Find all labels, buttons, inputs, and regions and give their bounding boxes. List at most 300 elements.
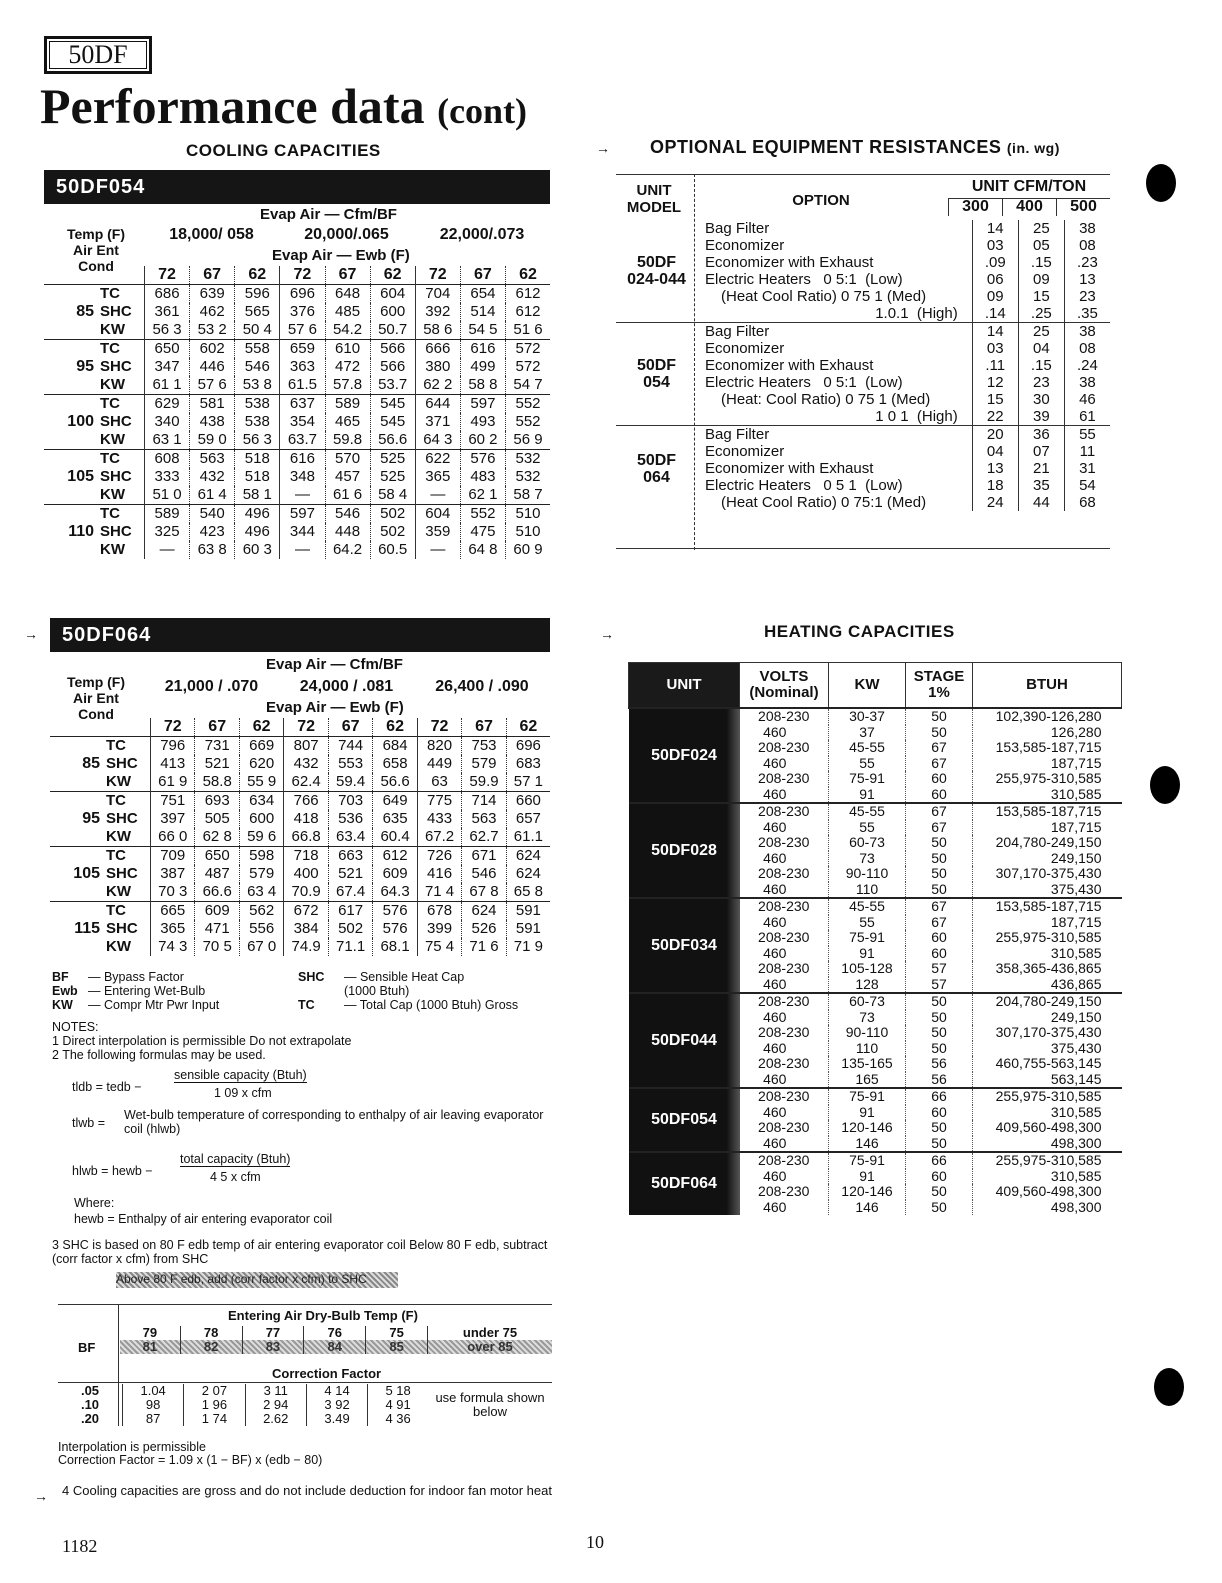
row-label: TC — [98, 285, 145, 304]
option-name: Bag Filter — [697, 426, 972, 444]
page-title — [40, 76, 527, 141]
heating-cell: 307,170-375,430 — [973, 1025, 1122, 1041]
table-row — [616, 426, 1110, 444]
value-cell: 333 — [145, 468, 190, 486]
value-cell: 60 9 — [506, 541, 551, 559]
heating-cell: 187,715 — [973, 756, 1122, 772]
table-row — [50, 737, 550, 756]
value-cell: 61 1 — [145, 376, 190, 395]
value-cell: 416 — [417, 865, 461, 883]
row-temp: 105 — [50, 847, 104, 902]
heating-cell: 90-110 — [829, 866, 906, 882]
value-cell: 51 6 — [506, 321, 551, 340]
value-cell: 66 0 — [151, 828, 195, 847]
value-cell: 66.8 — [284, 828, 328, 847]
value-cell: 596 — [235, 285, 280, 304]
factor-cell: 4 36 — [368, 1412, 428, 1426]
value-cell: 483 — [460, 468, 505, 486]
heating-cell: 67 — [906, 756, 973, 772]
heating-cell: 50 — [906, 866, 973, 882]
value-cell: 693 — [195, 792, 239, 811]
row-label: SHC — [100, 523, 132, 540]
value-cell: 665 — [151, 902, 195, 921]
value-cell: 546 — [462, 865, 506, 883]
legend-text: — Total Cap (1000 Btuh) Gross — [344, 998, 519, 1012]
value-cell: 660 — [506, 792, 550, 811]
value-cell: 54 7 — [506, 376, 551, 395]
value-cell: 666 — [415, 340, 460, 359]
value-cell: 62.4 — [284, 773, 328, 792]
value-cell: 446 — [190, 358, 235, 376]
value-cell: 57.8 — [325, 376, 370, 395]
heating-cell: 135-165 — [829, 1056, 906, 1072]
value-cell: 552 — [506, 413, 551, 431]
value-cell: 608 — [145, 450, 190, 469]
row-label: TC — [104, 792, 151, 811]
heating-cell: 563,145 — [973, 1072, 1122, 1089]
resistance-cell: 38 — [1064, 220, 1110, 237]
value-cell: 432 — [190, 468, 235, 486]
value-cell: 609 — [195, 902, 239, 921]
value-cell: 462 — [190, 303, 235, 321]
correction-header: Entering Air Dry-Bulb Temp (F) — [228, 1308, 418, 1323]
heating-cell: 460 — [763, 723, 787, 740]
heating-cell: 45-55 — [829, 803, 906, 820]
factor-cell: 5 18 — [368, 1384, 428, 1398]
heating-cell: 75-91 — [829, 1152, 906, 1169]
cfm-group: 21,000 / .070 — [164, 678, 259, 695]
resistance-cell: 11 — [1064, 443, 1110, 460]
value-cell: 54 5 — [460, 321, 505, 340]
value-cell: 58 1 — [235, 486, 280, 505]
formula-den: 4 5 x cfm — [210, 1170, 261, 1184]
resistance-cell: .23 — [1064, 254, 1110, 271]
value-cell: 597 — [460, 395, 505, 414]
value-cell: 62.7 — [462, 828, 506, 847]
heading-btuh: BTUH — [973, 663, 1122, 709]
row-temp: 95 — [44, 340, 98, 395]
resistance-cell: 46 — [1064, 391, 1110, 408]
row-temp: 95 — [50, 792, 104, 847]
unit-name: 50DF054 — [629, 1088, 740, 1152]
table-row — [44, 486, 550, 505]
value-cell: 514 — [460, 303, 505, 321]
formula-3 — [72, 1152, 372, 1186]
table-row — [50, 883, 550, 902]
table-row — [50, 902, 550, 921]
value-cell: 616 — [460, 340, 505, 359]
heating-cell: 460,755-563,145 — [973, 1056, 1122, 1072]
value-cell: 637 — [280, 395, 325, 414]
value-cell: 684 — [373, 737, 417, 756]
factor-cell: 1 74 — [184, 1412, 245, 1426]
value-cell: 59.9 — [462, 773, 506, 792]
value-cell: 807 — [284, 737, 328, 756]
value-cell: 359 — [415, 523, 460, 541]
value-cell: 696 — [506, 737, 550, 756]
value-cell: 433 — [417, 810, 461, 828]
value-cell: 669 — [239, 737, 283, 756]
formula-1 — [72, 1068, 372, 1102]
heating-cell: 56 — [906, 1072, 973, 1089]
heating-cell: 67 — [906, 740, 973, 756]
heating-cell: 460 — [763, 818, 787, 835]
value-cell: 472 — [325, 358, 370, 376]
value-cell: 340 — [145, 413, 190, 431]
dry-bulb-temp-alt: 81 — [120, 1340, 180, 1354]
table-row — [44, 450, 550, 469]
value-cell: 397 — [151, 810, 195, 828]
value-cell: 66.6 — [195, 883, 239, 902]
heating-cell: 208-230 — [758, 1183, 810, 1199]
heating-cell: 67 — [906, 898, 973, 915]
dry-bulb-temp-alt: 82 — [180, 1340, 242, 1354]
heating-cell: 249,150 — [973, 1010, 1122, 1026]
heating-cell: 60-73 — [829, 835, 906, 851]
value-cell: 744 — [328, 737, 372, 756]
notes-heading: NOTES: — [52, 1020, 99, 1034]
table-row — [616, 220, 1110, 237]
row-label: KW — [100, 541, 125, 558]
bf-label: BF — [78, 1340, 96, 1355]
value-cell: 579 — [239, 865, 283, 883]
heating-cell: 208-230 — [740, 993, 829, 1010]
unit-model: 50DF 024-044 — [627, 254, 686, 288]
value-cell: 347 — [145, 358, 190, 376]
value-cell: 423 — [190, 523, 235, 541]
heating-cell: 75-91 — [829, 1088, 906, 1105]
value-cell: 68.1 — [373, 938, 417, 956]
table-row — [44, 431, 550, 450]
heating-cell: 153,585-187,715 — [973, 898, 1122, 915]
value-cell: 62 2 — [415, 376, 460, 395]
value-cell: 496 — [235, 523, 280, 541]
wb-header: 72 — [280, 266, 325, 285]
resistance-cell: 12 — [972, 374, 1018, 391]
heating-cell: 208-230 — [758, 834, 810, 850]
value-cell: 634 — [239, 792, 283, 811]
factor-cell: 4 91 — [368, 1398, 428, 1412]
row-temp: 85 — [50, 737, 104, 792]
heating-cell: 60 — [906, 787, 973, 804]
option-name: Electric Heaters 0 5 1 (Low) — [705, 477, 903, 494]
value-cell: 71 6 — [462, 938, 506, 956]
value-cell: 60.5 — [370, 541, 415, 559]
value-cell: 532 — [506, 468, 551, 486]
heating-cell: 91 — [829, 1105, 906, 1121]
value-cell: 475 — [460, 523, 505, 541]
heating-cell: 255,975-310,585 — [973, 1152, 1122, 1169]
arrow-icon: → — [596, 140, 610, 156]
value-cell: 62 8 — [195, 828, 239, 847]
heating-cell: 208-230 — [758, 960, 810, 976]
heating-cell: 460 — [763, 913, 787, 930]
wb-header: 62 — [239, 718, 283, 737]
value-cell: 449 — [417, 755, 461, 773]
value-cell: 457 — [325, 468, 370, 486]
heating-cell: 50 — [906, 1025, 973, 1041]
option-name: Electric Heaters 0 5:1 (Low) — [705, 374, 903, 391]
heating-cell: 460 — [763, 1134, 787, 1151]
formula-num: total capacity (Btuh) — [180, 1152, 291, 1166]
heating-cell: 460 — [763, 754, 787, 771]
resistance-cell: .24 — [1064, 357, 1110, 374]
heading-unit: UNIT — [629, 663, 740, 709]
value-cell: 60.4 — [373, 828, 417, 847]
temp-label: Temp (F) Air Ent Cond — [66, 226, 126, 274]
resistance-cell: .11 — [972, 357, 1018, 374]
cooling-grid-064 — [50, 718, 550, 956]
arrow-icon: → — [34, 1488, 48, 1504]
table-row — [44, 541, 550, 559]
option-name: Economizer — [705, 237, 785, 254]
value-cell: 61 9 — [151, 773, 195, 792]
value-cell: 60 3 — [235, 541, 280, 559]
heating-cell: 187,715 — [973, 915, 1122, 931]
page-number: 10 — [586, 1532, 604, 1552]
heating-cell: 310,585 — [973, 1105, 1122, 1121]
optional-title-text: OPTIONAL EQUIPMENT RESISTANCES — [650, 137, 1002, 157]
value-cell: 536 — [328, 810, 372, 828]
heating-cell: 208-230 — [740, 898, 829, 915]
heating-cell: 204,780-249,150 — [973, 993, 1122, 1010]
dry-bulb-temp: 79 — [142, 1325, 158, 1340]
unit-banner-064: 50DF064 — [50, 618, 550, 652]
where: Where: — [74, 1196, 115, 1210]
heating-cell: 460 — [763, 1008, 787, 1025]
heating-cell: 45-55 — [829, 898, 906, 915]
heating-cell: 75-91 — [829, 930, 906, 946]
value-cell: 663 — [328, 847, 372, 866]
unit-model: 50DF 064 — [616, 426, 697, 512]
factor-cell: 2 07 — [184, 1384, 245, 1398]
value-cell: 438 — [190, 413, 235, 431]
resistance-cell: 06 — [972, 271, 1018, 288]
value-cell: 50 4 — [235, 321, 280, 340]
blank — [50, 718, 151, 737]
heating-cell: 153,585-187,715 — [973, 740, 1122, 756]
heating-cell: 50 — [906, 1041, 973, 1057]
cfm-col: 500 — [1056, 198, 1110, 216]
value-cell: 62 1 — [460, 486, 505, 505]
row-label: KW — [106, 828, 131, 845]
value-cell: 521 — [195, 755, 239, 773]
value-cell: 54.2 — [325, 321, 370, 340]
resistance-cell: 15 — [972, 391, 1018, 408]
hdr-option: OPTION — [792, 192, 850, 209]
formula-lhs: tldb = tedb − — [72, 1080, 142, 1094]
value-cell: 59 6 — [239, 828, 283, 847]
value-cell: 51 0 — [145, 486, 190, 505]
heating-cell: 60 — [906, 930, 973, 946]
table-row — [616, 323, 1110, 341]
notes — [52, 1020, 562, 1062]
wb-header: 67 — [460, 266, 505, 285]
unit-name: 50DF028 — [629, 803, 740, 898]
value-cell: 703 — [328, 792, 372, 811]
value-cell: 650 — [145, 340, 190, 359]
value-cell: 525 — [370, 468, 415, 486]
value-cell: 565 — [235, 303, 280, 321]
row-label: SHC — [100, 303, 132, 320]
value-cell: 538 — [235, 395, 280, 414]
heating-cell: 50 — [906, 1184, 973, 1200]
value-cell: 576 — [460, 450, 505, 469]
cooling-title: COOLING CAPACITIES — [186, 141, 381, 160]
heating-cell: 60 — [906, 771, 973, 787]
value-cell: 61.1 — [506, 828, 550, 847]
heating-cell: 409,560-498,300 — [973, 1120, 1122, 1136]
value-cell: 75 4 — [417, 938, 461, 956]
row-label: KW — [100, 486, 125, 503]
bf-value: .05 — [80, 1383, 100, 1398]
value-cell: 53.7 — [370, 376, 415, 395]
resistance-cell: 15 — [1018, 288, 1064, 305]
table-row — [629, 1152, 1122, 1169]
optional-title-unit: (in. wg) — [1006, 140, 1060, 156]
value-cell: — — [145, 541, 190, 559]
resistance-cell: .15 — [1018, 357, 1064, 374]
value-cell: 485 — [325, 303, 370, 321]
value-cell: 413 — [151, 755, 195, 773]
heating-cell: 73 — [829, 851, 906, 867]
table-row — [50, 792, 550, 811]
heating-cell: 50 — [906, 1010, 973, 1026]
value-cell: 620 — [239, 755, 283, 773]
wb-header: 62 — [506, 718, 550, 737]
temp-label: Temp (F) Air Ent Cond — [66, 674, 126, 722]
value-cell: 659 — [280, 340, 325, 359]
cfm-col: 300 — [948, 198, 1002, 216]
resistance-cell: 61 — [1064, 408, 1110, 426]
unit-name: 50DF064 — [629, 1152, 740, 1215]
value-cell: 570 — [325, 450, 370, 469]
value-cell: 56.6 — [373, 773, 417, 792]
wb-header: 72 — [145, 266, 190, 285]
value-cell: 657 — [506, 810, 550, 828]
heating-cell: 67 — [906, 803, 973, 820]
value-cell: 71 9 — [506, 938, 550, 956]
value-cell: 376 — [280, 303, 325, 321]
value-cell: 644 — [415, 395, 460, 414]
resistance-cell: 38 — [1064, 323, 1110, 341]
value-cell: 63 8 — [190, 541, 235, 559]
value-cell: 572 — [506, 340, 551, 359]
value-cell: 63 — [417, 773, 461, 792]
legend-text: (1000 Btuh) — [344, 984, 410, 998]
resistance-cell: 18 — [972, 477, 1018, 494]
value-cell: 581 — [190, 395, 235, 414]
value-cell: 526 — [462, 920, 506, 938]
factor-cell: 3.49 — [306, 1412, 367, 1426]
value-cell: 552 — [460, 505, 505, 524]
resistance-cell: 68 — [1064, 494, 1110, 511]
wb-header: 67 — [328, 718, 372, 737]
heating-cell: 460 — [763, 944, 787, 961]
heating-cell: 57 — [906, 977, 973, 994]
value-cell: 525 — [370, 450, 415, 469]
formula-lhs: tlwb = — [72, 1116, 106, 1130]
value-cell: 58.8 — [195, 773, 239, 792]
legend — [52, 970, 562, 1012]
heating-table — [628, 662, 1122, 1215]
heating-cell: 460 — [763, 1103, 787, 1120]
value-cell: 616 — [280, 450, 325, 469]
value-cell: 649 — [373, 792, 417, 811]
legend-abbr: TC — [298, 998, 315, 1012]
heating-cell: 249,150 — [973, 851, 1122, 867]
heating-cell: 375,430 — [973, 882, 1122, 899]
value-cell: 683 — [506, 755, 550, 773]
optional-title — [650, 137, 1060, 158]
heating-cell: 55 — [829, 915, 906, 931]
heating-cell: 204,780-249,150 — [973, 835, 1122, 851]
heating-cell: 498,300 — [973, 1136, 1122, 1153]
resistance-cell: 09 — [972, 288, 1018, 305]
wb-header: 62 — [235, 266, 280, 285]
value-cell: 59 0 — [190, 431, 235, 450]
heating-cell: 60 — [906, 946, 973, 962]
option-name: Economizer with Exhaust — [705, 460, 874, 477]
value-cell: 726 — [417, 847, 461, 866]
wb-header: 62 — [506, 266, 551, 285]
dry-bulb-temp: 78 — [180, 1326, 242, 1340]
value-cell: 58 6 — [415, 321, 460, 340]
resistance-cell: 07 — [1018, 443, 1064, 460]
dry-bulb-temp: 75 — [366, 1326, 428, 1340]
value-cell: 71 4 — [417, 883, 461, 902]
table-row — [50, 773, 550, 792]
note-4: 4 Cooling capacities are gross and do not include deduction for indoor fan motor heat — [62, 1483, 552, 1498]
value-cell: 471 — [195, 920, 239, 938]
table-row — [50, 847, 550, 866]
heating-cell: 208-230 — [758, 865, 810, 881]
legend-abbr: KW — [52, 998, 73, 1012]
value-cell: 53 8 — [235, 376, 280, 395]
value-cell: 61 4 — [190, 486, 235, 505]
heating-cell: 310,585 — [973, 787, 1122, 804]
value-cell: 71.1 — [328, 938, 372, 956]
value-cell: — — [280, 486, 325, 505]
heating-cell: 67 — [906, 915, 973, 931]
option-name: Bag Filter — [697, 323, 972, 341]
value-cell: 392 — [415, 303, 460, 321]
heating-cell: 50 — [906, 851, 973, 867]
correction-values — [58, 1384, 552, 1426]
table-row — [44, 505, 550, 524]
heating-cell: 460 — [763, 1039, 787, 1056]
value-cell: 532 — [506, 450, 551, 469]
value-cell: 502 — [370, 505, 415, 524]
ewb-label: Evap Air — Ewb (F) — [272, 247, 410, 264]
heating-cell: 255,975-310,585 — [973, 771, 1122, 787]
value-cell: 553 — [328, 755, 372, 773]
cooling-table-054 — [44, 170, 550, 558]
unit-name: 50DF034 — [629, 898, 740, 993]
value-cell: 348 — [280, 468, 325, 486]
resistance-cell: 04 — [972, 443, 1018, 460]
heating-cell: 208-230 — [740, 803, 829, 820]
value-cell: 365 — [415, 468, 460, 486]
value-cell: 50.7 — [370, 321, 415, 340]
unit-model: 50DF 054 — [616, 323, 697, 426]
heating-cell: 50 — [906, 1120, 973, 1136]
value-cell: 61.5 — [280, 376, 325, 395]
row-temp: 100 — [44, 395, 98, 450]
hewb-def: hewb = Enthalpy of air entering evaporator coil — [74, 1212, 333, 1226]
factor-cell: 2 94 — [245, 1398, 306, 1412]
table-row — [629, 898, 1122, 915]
